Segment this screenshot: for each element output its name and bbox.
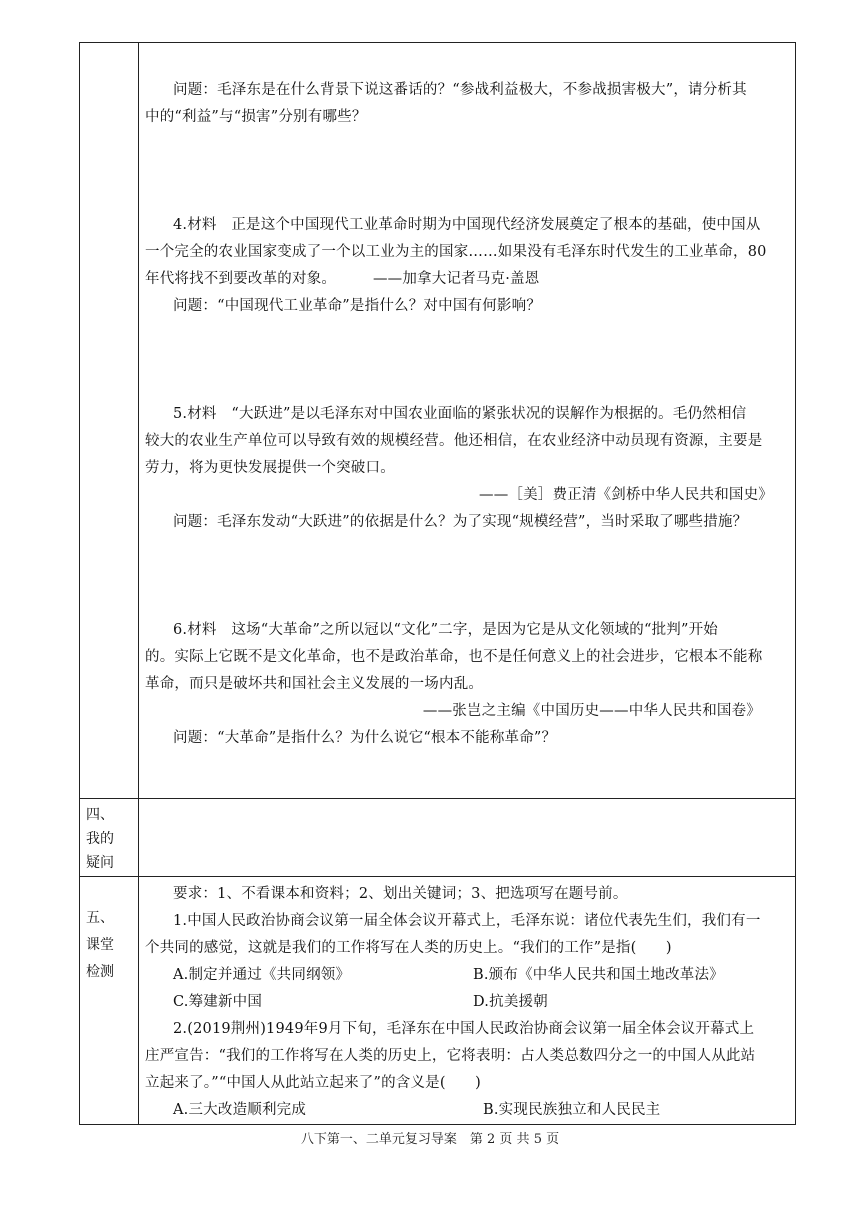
section-label: 疑问 xyxy=(86,855,114,871)
class-test-cell xyxy=(139,877,796,1125)
option-a: A.三大改造顺利完成 xyxy=(173,1102,307,1118)
worksheet-table xyxy=(79,42,796,1125)
material-6-source: ——张岂之主编《中国历史——中华人民共和国卷》 xyxy=(422,703,761,719)
table-row xyxy=(80,877,796,1125)
row-label-cell xyxy=(80,43,139,799)
table-row xyxy=(80,43,796,799)
material-6-text: 革命，而只是破坏共和国社会主义发展的一场内乱。 xyxy=(145,676,484,692)
test-question-1: 个共同的感觉，这就是我们的工作将写在人类的历史上。“我们的工作”是指( ) xyxy=(145,940,672,956)
options-row xyxy=(139,1097,795,1124)
material-5-text: 劳力，将为更快发展提供一个突破口。 xyxy=(145,460,395,476)
material-questions-cell xyxy=(139,43,796,799)
material-5-text: 较大的农业生产单位可以导致有效的规模经营。他还相信，在农业经济中动员现有资源，主要是 xyxy=(145,433,763,449)
test-question-2: 庄严宣告：“我们的工作将写在人类的历史上，它将表明：占人类总数四分之一的中国人从此站 xyxy=(145,1048,756,1064)
question-4-text: 问题：“中国现代工业革命”是指什么？对中国有何影响？ xyxy=(173,298,542,314)
section-four-label-cell xyxy=(80,799,139,877)
material-5-source: ——［美］费正清《剑桥中华人民共和国史》 xyxy=(479,487,773,503)
material-6-text: 6.材料 这场“大革命”之所以冠以“文化”二字，是因为它是从文化领域的“批判”开始 xyxy=(173,622,719,638)
material-6-text: 的。实际上它既不是文化革命，也不是政治革命，也不是任何意义上的社会进步，它根本不能称 xyxy=(145,649,763,665)
section-label: 四、 xyxy=(86,807,114,823)
option-d: D.抗美援朝 xyxy=(473,994,548,1010)
material-4-text: 一个完全的农业国家变成了一个以工业为主的国家……如果没有毛泽东时代发生的工业革命，80 xyxy=(145,244,767,260)
page-footer: 八下第一、二单元复习导案 第 2 页 共 5 页 xyxy=(300,1132,560,1147)
question-5-text: 问题：毛泽东发动“大跃进”的依据是什么？为了实现“规模经营”，当时采取了哪些措施？ xyxy=(173,514,748,530)
section-label: 我的 xyxy=(86,831,114,847)
test-requirements: 要求：1、不看课本和资料；2、划出关键词；3、把选项写在题号前。 xyxy=(173,886,628,902)
question-3-text: 中的“利益”与“损害”分别有哪些？ xyxy=(145,109,367,125)
options-row xyxy=(139,989,795,1016)
my-questions-cell xyxy=(139,799,796,877)
option-b: B.实现民族独立和人民民主 xyxy=(483,1102,661,1118)
material-4-text: 4.材料 正是这个中国现代工业革命时期为中国现代经济发展奠定了根本的基础，使中国从 xyxy=(173,217,761,233)
section-label: 课堂 xyxy=(86,937,114,953)
option-a: A.制定并通过《共同纲领》 xyxy=(173,967,351,983)
test-question-2: 立起来了。”“中国人从此站立起来了”的含义是( ) xyxy=(145,1075,482,1091)
material-5-text: 5.材料 “大跃进”是以毛泽东对中国农业面临的紧张状况的误解作为根据的。毛仍然相信 xyxy=(173,406,747,422)
test-question-1: 1.中国人民政治协商会议第一届全体会议开幕式上，毛泽东说：诸位代表先生们，我们有一 xyxy=(173,913,761,929)
table-row xyxy=(80,799,796,877)
options-row xyxy=(139,962,795,989)
option-b: B.颁布《中华人民共和国土地改革法》 xyxy=(473,967,724,983)
section-label: 检测 xyxy=(86,964,114,980)
section-five-label-cell xyxy=(80,877,139,1125)
material-4-text: 年代将找不到要改革的对象。 ——加拿大记者马克·盖恩 xyxy=(145,271,540,287)
test-question-2: 2.(2019荆州)1949年9月下旬，毛泽东在中国人民政治协商会议第一届全体会议开幕式上 xyxy=(173,1021,755,1037)
question-3-text: 问题：毛泽东是在什么背景下说这番话的？“参战利益极大，不参战损害极大”，请分析其 xyxy=(173,82,747,98)
section-label: 五、 xyxy=(86,910,114,926)
option-c: C.筹建新中国 xyxy=(173,994,263,1010)
question-6-text: 问题：“大革命”是指什么？为什么说它“根本不能称革命”？ xyxy=(173,730,557,746)
